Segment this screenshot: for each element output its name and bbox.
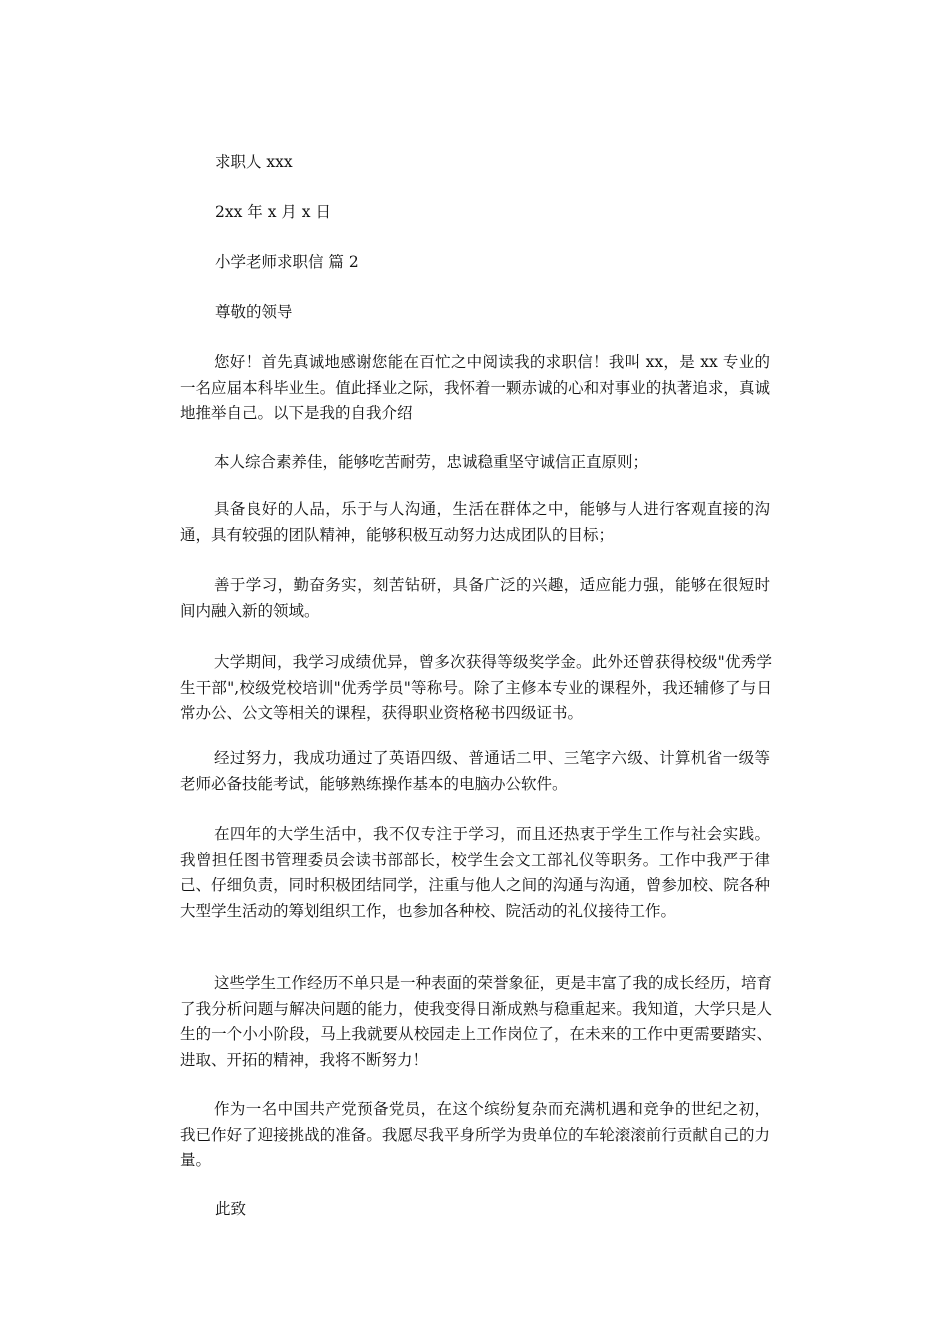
paragraph-experience: 这些学生工作经历不单只是一种表面的荣誉象征，更是丰富了我的成长经历，培育了我分析问题与解决问题的能力，使我变得日渐成熟与稳重起来。我知道，大学只是人生的一个小小阶段，马上我就要从校园走上工作岗位了，在未来的工作中更需要踏实、进取、开拓的精神，我将不断努力！ (180, 974, 773, 1069)
applicant-line: 求职人 xxx (215, 153, 293, 171)
paragraph-learning: 善于学习，勤奋务实，刻苦钻研，具备广泛的兴趣，适应能力强，能够在很短时间内融入新的领域。 (180, 576, 770, 620)
letter-heading: 小学老师求职信 篇 2 (215, 253, 359, 271)
paragraph-party-member: 作为一名中国共产党预备党员，在这个缤纷复杂而充满机遇和竞争的世纪之初，我已作好了迎接挑战的准备。我愿尽我平身所学为贵单位的车轮滚滚前行贡献自己的力量。 (180, 1100, 770, 1169)
salutation: 尊敬的领导 (215, 303, 293, 321)
paragraph-university: 大学期间，我学习成绩优异，曾多次获得等级奖学金。此外还曾获得校级"优秀学生干部",校级党校培训"优秀学员"等称号。除了主修本专业的课程外，我还辅修了与日常办公、公文等相关的课程，获得职业资格秘书四级证书。 (180, 653, 772, 722)
paragraph-exams: 经过努力，我成功通过了英语四级、普通话二甲、三笔字六级、计算机省一级等老师必备技能考试，能够熟练操作基本的电脑办公软件。 (180, 749, 770, 793)
date-line: 2xx 年 x 月 x 日 (215, 203, 331, 221)
paragraph-quality: 本人综合素养佳，能够吃苦耐劳，忠诚稳重坚守诚信正直原则； (214, 453, 649, 471)
paragraph-student-work: 在四年的大学生活中，我不仅专注于学习，而且还热衷于学生工作与社会实践。我曾担任图书管理委员会读书部部长，校学生会文工部礼仪等职务。工作中我严于律己、仔细负责，同时积极团结同学，注重与他人之间的沟通与沟通，曾参加校、院各种大型学生活动的筹划组织工作，也参加各种校、院活动的礼仪接待工作。 (180, 825, 770, 920)
paragraph-greeting: 您好！首先真诚地感谢您能在百忙之中阅读我的求职信！我叫 xx，是 xx 专业的一名应届本科毕业生。值此择业之际，我怀着一颗赤诚的心和对事业的执著追求，真诚地推举自己。以下是我的自我介绍 (180, 353, 770, 422)
closing: 此致 (215, 1200, 247, 1218)
paragraph-character: 具备良好的人品，乐于与人沟通，生活在群体之中，能够与人进行客观直接的沟通，具有较强的团队精神，能够积极互动努力达成团队的目标； (180, 500, 770, 544)
